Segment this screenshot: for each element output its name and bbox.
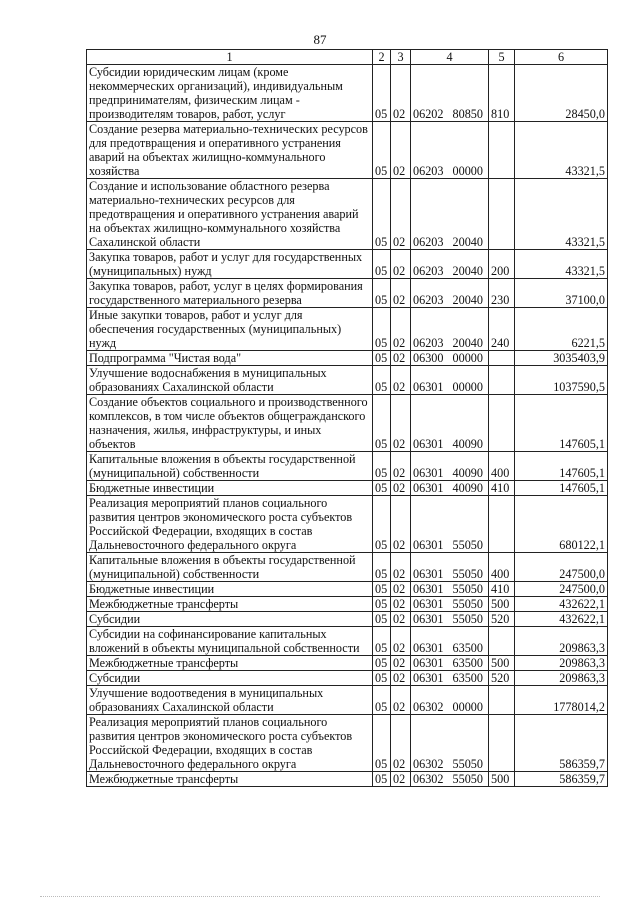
row-name-cell: Капитальные вложения в объекты государственной (муниципальной) собственности [87,452,373,481]
table-row [87,351,608,366]
table-row [87,496,608,553]
row-c4-cell: 06301 55050 [411,496,489,553]
row-c2-cell: 05 [373,612,391,627]
table-row [87,671,608,686]
row-c2-cell: 05 [373,627,391,656]
row-c3-cell: 02 [391,772,411,787]
row-c4-cell: 06301 63500 [411,627,489,656]
row-c2-cell: 05 [373,715,391,772]
row-c6-cell: 247500,0 [515,553,608,582]
row-c6-cell: 680122,1 [515,496,608,553]
row-c6-cell: 147605,1 [515,395,608,452]
table-row [87,656,608,671]
row-c5-cell: 410 [489,582,515,597]
row-name-cell: Субсидии юридическим лицам (кроме некоммерческих организаций), индивидуальным предпринимателям, физическим лицам - производителям товаров, работ, услуг [87,65,373,122]
row-c4-cell: 06301 40090 [411,481,489,496]
table-body [87,65,608,787]
row-name-cell: Капитальные вложения в объекты государственной (муниципальной) собственности [87,553,373,582]
row-c2-cell: 05 [373,279,391,308]
row-c3-cell: 02 [391,671,411,686]
row-c5-cell [489,366,515,395]
row-name-cell: Улучшение водоснабжения в муниципальных образованиях Сахалинской области [87,366,373,395]
row-name-cell: Межбюджетные трансферты [87,597,373,612]
row-c5-cell: 500 [489,597,515,612]
row-c3-cell: 02 [391,366,411,395]
row-c3-cell: 02 [391,250,411,279]
row-c5-cell [489,351,515,366]
row-c3-cell: 02 [391,715,411,772]
row-c2-cell: 05 [373,308,391,351]
row-c6-cell: 6221,5 [515,308,608,351]
row-name-cell: Реализация мероприятий планов социального развития центров экономического роста субъектов Российской Федерации, входящих в состав Дальневосточного федерального округа [87,715,373,772]
row-c2-cell: 05 [373,671,391,686]
row-name-cell: Бюджетные инвестиции [87,481,373,496]
row-c6-cell: 209863,3 [515,656,608,671]
row-c3-cell: 02 [391,597,411,612]
row-c4-cell: 06301 55050 [411,553,489,582]
row-c2-cell: 05 [373,656,391,671]
row-c2-cell: 05 [373,65,391,122]
row-name-cell: Закупка товаров, работ и услуг для государственных (муниципальных) нужд [87,250,373,279]
row-c4-cell: 06203 20040 [411,179,489,250]
row-c6-cell: 147605,1 [515,452,608,481]
row-c5-cell: 400 [489,553,515,582]
budget-table [86,49,608,787]
table-row [87,308,608,351]
row-c2-cell: 05 [373,772,391,787]
row-name-cell: Создание резерва материально-технических ресурсов для предотвращения и оперативного устранения аварий на объектах жилищно-коммунального хозяйства [87,122,373,179]
row-name-cell: Улучшение водоотведения в муниципальных образованиях Сахалинской области [87,686,373,715]
row-c3-cell: 02 [391,452,411,481]
row-c5-cell [489,686,515,715]
row-c3-cell: 02 [391,179,411,250]
row-c3-cell: 02 [391,481,411,496]
table-row [87,366,608,395]
row-c4-cell: 06301 55050 [411,597,489,612]
row-name-cell: Создание и использование областного резерва материально-технических ресурсов для предотвращения и оперативного устранения аварий на объектах жилищно-коммунального хозяйства Сахалинской области [87,179,373,250]
table-row [87,65,608,122]
row-c4-cell: 06301 63500 [411,671,489,686]
row-c2-cell: 05 [373,351,391,366]
table-row [87,122,608,179]
row-name-cell: Межбюджетные трансферты [87,772,373,787]
row-name-cell: Подпрограмма "Чистая вода" [87,351,373,366]
row-c3-cell: 02 [391,582,411,597]
table-row [87,250,608,279]
row-c2-cell: 05 [373,481,391,496]
row-c4-cell: 06301 40090 [411,395,489,452]
row-c4-cell: 06203 00000 [411,122,489,179]
row-name-cell: Иные закупки товаров, работ и услуг для обеспечения государственных (муниципальных) нужд [87,308,373,351]
row-name-cell: Бюджетные инвестиции [87,582,373,597]
row-c4-cell: 06302 00000 [411,686,489,715]
table-row [87,686,608,715]
row-c2-cell: 05 [373,553,391,582]
row-c5-cell [489,715,515,772]
row-c5-cell: 520 [489,612,515,627]
scan-noise-line [40,894,600,897]
row-c5-cell: 240 [489,308,515,351]
row-name-cell: Межбюджетные трансферты [87,656,373,671]
row-c6-cell: 247500,0 [515,582,608,597]
row-name-cell: Субсидии [87,671,373,686]
row-name-cell: Реализация мероприятий планов социального развития центров экономического роста субъектов Российской Федерации, входящих в состав Дальневосточного федерального округа [87,496,373,553]
row-c3-cell: 02 [391,65,411,122]
row-c6-cell: 432622,1 [515,612,608,627]
row-c6-cell: 209863,3 [515,671,608,686]
row-c2-cell: 05 [373,582,391,597]
row-c6-cell: 43321,5 [515,179,608,250]
row-c5-cell: 200 [489,250,515,279]
row-c6-cell: 43321,5 [515,250,608,279]
row-c2-cell: 05 [373,686,391,715]
row-c3-cell: 02 [391,122,411,179]
row-c5-cell: 400 [489,452,515,481]
row-c3-cell: 02 [391,395,411,452]
row-c4-cell: 06301 63500 [411,656,489,671]
row-c6-cell: 1778014,2 [515,686,608,715]
row-c6-cell: 43321,5 [515,122,608,179]
table-row [87,179,608,250]
row-c6-cell: 586359,7 [515,772,608,787]
row-c4-cell: 06302 55050 [411,715,489,772]
table-row [87,772,608,787]
row-c2-cell: 05 [373,496,391,553]
row-c5-cell: 410 [489,481,515,496]
row-c2-cell: 05 [373,452,391,481]
row-name-cell: Закупка товаров, работ, услуг в целях формирования государственного материального резерва [87,279,373,308]
row-name-cell: Субсидии на софинансирование капитальных вложений в объекты муниципальной собственности [87,627,373,656]
page-number: 87 [313,32,327,47]
row-c4-cell: 06301 00000 [411,366,489,395]
row-c4-cell: 06202 80850 [411,65,489,122]
row-c3-cell: 02 [391,656,411,671]
row-c5-cell [489,496,515,553]
table-row [87,627,608,656]
row-c5-cell [489,179,515,250]
row-c4-cell: 06203 20040 [411,279,489,308]
row-c6-cell: 209863,3 [515,627,608,656]
table-row [87,553,608,582]
row-c2-cell: 05 [373,250,391,279]
table-row [87,279,608,308]
row-c3-cell: 02 [391,308,411,351]
header-col-1: 1 [87,50,373,65]
row-c3-cell: 02 [391,612,411,627]
row-c3-cell: 02 [391,686,411,715]
table-row [87,481,608,496]
row-c6-cell: 37100,0 [515,279,608,308]
table-row [87,395,608,452]
header-col-6: 6 [515,50,608,65]
row-name-cell: Субсидии [87,612,373,627]
row-c4-cell: 06203 20040 [411,250,489,279]
row-c4-cell: 06300 00000 [411,351,489,366]
row-name-cell: Создание объектов социального и производственного комплексов, в том числе объектов общегражданского назначения, жилья, инфраструктуры, и иных объектов [87,395,373,452]
row-c4-cell: 06302 55050 [411,772,489,787]
table-row [87,452,608,481]
header-col-5: 5 [489,50,515,65]
row-c5-cell [489,395,515,452]
row-c3-cell: 02 [391,351,411,366]
row-c5-cell [489,122,515,179]
table-row [87,582,608,597]
row-c3-cell: 02 [391,553,411,582]
row-c2-cell: 05 [373,395,391,452]
row-c4-cell: 06301 55050 [411,582,489,597]
table-header-row [87,50,608,65]
table-row [87,597,608,612]
row-c4-cell: 06203 20040 [411,308,489,351]
row-c6-cell: 28450,0 [515,65,608,122]
row-c6-cell: 432622,1 [515,597,608,612]
row-c4-cell: 06301 40090 [411,452,489,481]
header-col-2: 2 [373,50,391,65]
row-c5-cell: 500 [489,656,515,671]
row-c5-cell: 500 [489,772,515,787]
row-c6-cell: 1037590,5 [515,366,608,395]
row-c5-cell: 520 [489,671,515,686]
row-c3-cell: 02 [391,496,411,553]
row-c6-cell: 3035403,9 [515,351,608,366]
table-row [87,612,608,627]
row-c2-cell: 05 [373,179,391,250]
row-c4-cell: 06301 55050 [411,612,489,627]
row-c5-cell: 230 [489,279,515,308]
header-col-3: 3 [391,50,411,65]
row-c2-cell: 05 [373,122,391,179]
table-row [87,715,608,772]
row-c2-cell: 05 [373,597,391,612]
row-c3-cell: 02 [391,279,411,308]
row-c5-cell: 810 [489,65,515,122]
row-c3-cell: 02 [391,627,411,656]
row-c5-cell [489,627,515,656]
header-col-4: 4 [411,50,489,65]
row-c6-cell: 586359,7 [515,715,608,772]
row-c6-cell: 147605,1 [515,481,608,496]
row-c2-cell: 05 [373,366,391,395]
